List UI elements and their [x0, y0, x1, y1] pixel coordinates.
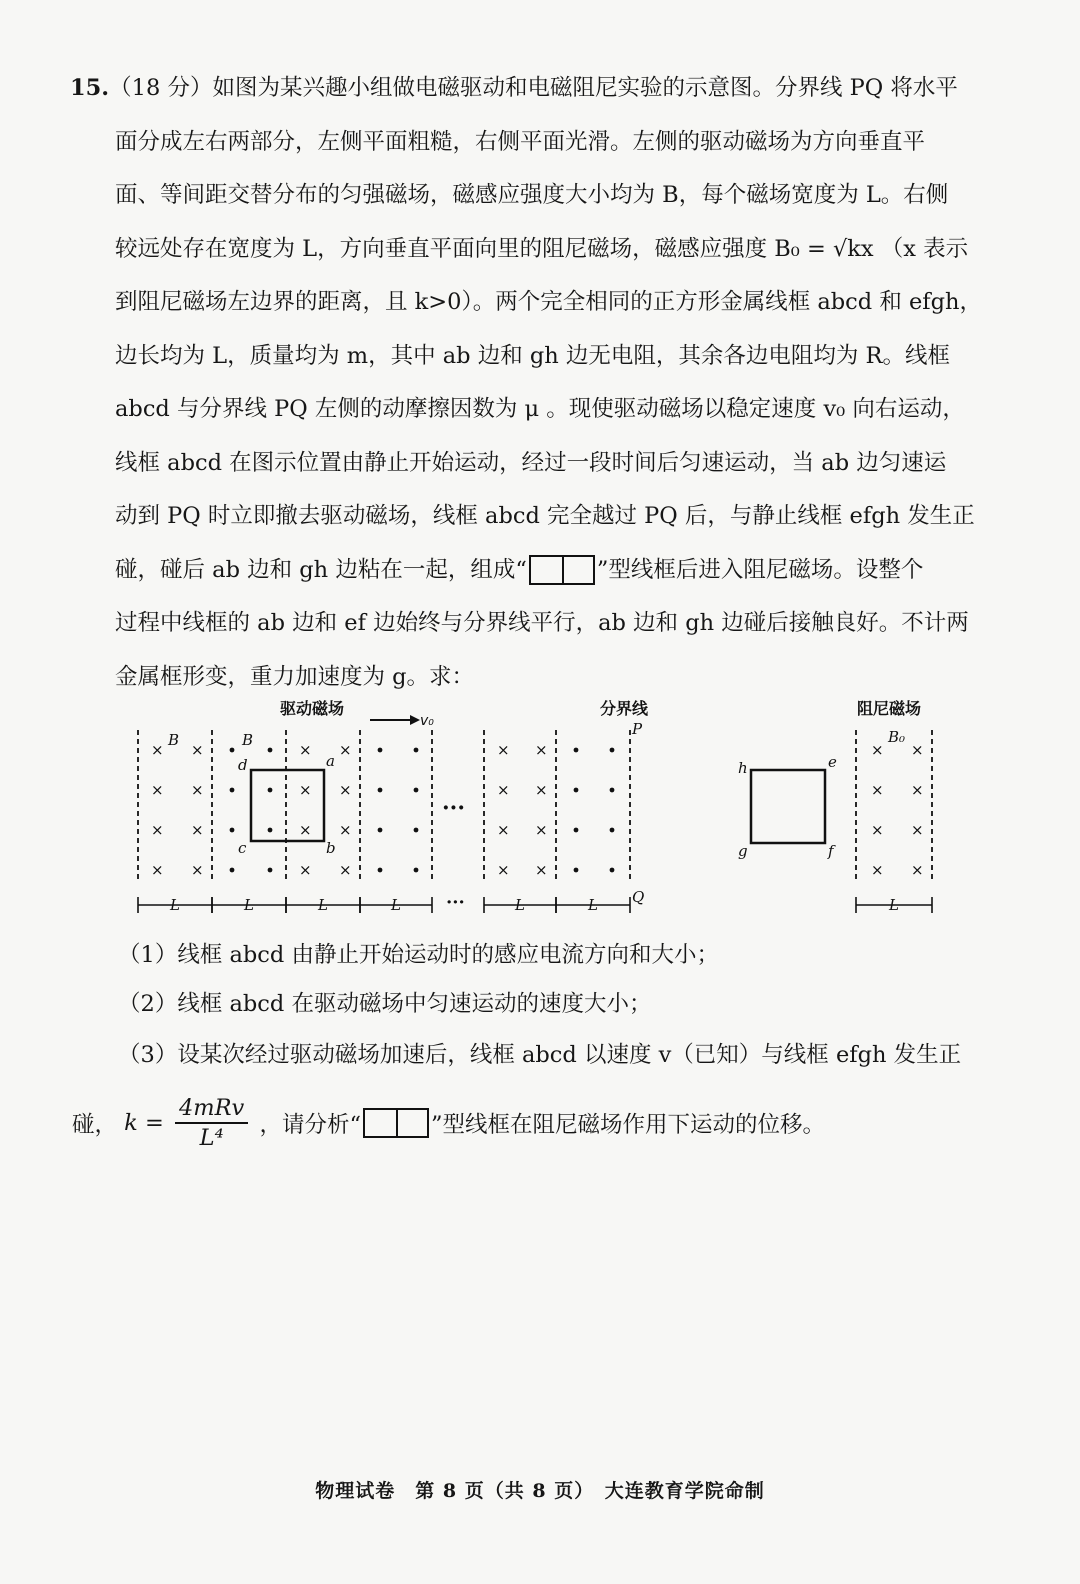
- field-out-symbol: [610, 788, 615, 793]
- frame-abcd: [251, 770, 324, 841]
- field-into-symbol: ×: [535, 781, 548, 799]
- question-line-10: [70, 544, 1000, 598]
- corner-c: c: [238, 839, 247, 857]
- question-line-11: 过程中线框的 ab 边和 ef 边始终与分界线平行，ab 边和 gh 边碰后接触良好。不计两: [115, 610, 969, 636]
- field-out-symbol: [230, 868, 235, 873]
- corner-b: b: [326, 839, 336, 857]
- dimension-label: L: [170, 896, 180, 914]
- frame-efgh: [751, 770, 825, 843]
- damping-field-label: 阻尼磁场: [857, 699, 922, 718]
- field-into-symbol: ×: [871, 741, 884, 759]
- question-line-1: 如图为某兴趣小组做电磁驱动和电磁阻尼实验的示意图。分界线 PQ 将水平: [212, 75, 958, 101]
- field-label-b-1: B: [168, 731, 180, 749]
- subquestion-1: （1）线框 abcd 由静止开始运动时的感应电流方向和大小；: [118, 942, 719, 968]
- field-into-symbol: ×: [497, 781, 510, 799]
- field-out-symbol: [414, 748, 419, 753]
- corner-h: h: [738, 759, 748, 777]
- field-into-symbol: ×: [339, 741, 352, 759]
- field-into-symbol: ×: [535, 861, 548, 879]
- ellipsis-bottom: ···: [446, 892, 465, 913]
- field-out-symbol: [574, 868, 579, 873]
- question-line-12: 金属框形变，重力加速度为 g。求：: [115, 663, 475, 690]
- field-into-symbol: ×: [151, 741, 164, 759]
- corner-e: e: [828, 753, 837, 771]
- field-out-symbol: [230, 748, 235, 753]
- question-line-6: 边长均为 L，质量均为 m，其中 ab 边和 gh 边无电阻，其余各边电阻均为 R。线框: [115, 342, 950, 369]
- drive-field-label: 驱动磁场: [280, 699, 345, 718]
- subquestion-2: （2）线框 abcd 在驱动磁场中匀速运动的速度大小；: [118, 991, 652, 1017]
- field-into-symbol: ×: [151, 781, 164, 799]
- field-into-symbol: ×: [535, 821, 548, 839]
- question-15: [70, 62, 1000, 704]
- field-out-symbol: [378, 828, 383, 833]
- field-out-symbol: [268, 748, 273, 753]
- field-out-symbol: [378, 788, 383, 793]
- corner-g: g: [738, 842, 748, 860]
- field-out-symbol: [574, 788, 579, 793]
- field-out-symbol: [414, 828, 419, 833]
- boundary-label: 分界线: [600, 699, 649, 718]
- question-line-8: 线框 abcd 在图示位置由静止开始运动，经过一段时间后匀速运动，当 ab 边匀速运: [115, 449, 947, 476]
- q3-mid: ，请分析“: [259, 1112, 361, 1138]
- field-into-symbol: ×: [339, 821, 352, 839]
- k-fraction: [175, 1094, 248, 1152]
- field-into-symbol: ×: [911, 781, 924, 799]
- point-q-label: Q: [632, 888, 645, 906]
- field-into-symbol: ×: [911, 861, 924, 879]
- field-into-symbol: ×: [191, 741, 204, 759]
- field-into-symbol: ×: [299, 861, 312, 879]
- question-line-4: 较远处存在宽度为 L，方向垂直平面向里的阻尼磁场，磁感应强度 B₀ = √kx （x 表示: [115, 235, 969, 262]
- field-out-symbol: [574, 828, 579, 833]
- field-out-symbol: [268, 788, 273, 793]
- field-into-symbol: ×: [535, 741, 548, 759]
- question-line-3: 面、等间距交替分布的匀强磁场，磁感应强度大小均为 B，每个磁场宽度为 L。右侧: [115, 182, 949, 208]
- question-line-2: 面分成左右两部分，左侧平面粗糙，右侧平面光滑。左侧的驱动磁场为方向垂直平: [115, 128, 926, 155]
- field-out-symbol: [414, 788, 419, 793]
- question-line-7: abcd 与分界线 PQ 左侧的动摩擦因数为 μ 。现使驱动磁场以稳定速度 v₀ 向右运动，: [115, 396, 965, 422]
- field-into-symbol: ×: [191, 861, 204, 879]
- field-out-symbol: [230, 828, 235, 833]
- field-into-symbol: ×: [871, 821, 884, 839]
- question-number: 15.: [70, 75, 110, 101]
- field-into-symbol: ×: [497, 741, 510, 759]
- field-label-b-2: B: [242, 731, 254, 749]
- line-10-part-a: 碰，碰后 ab 边和 gh 边粘在一起，组成“: [115, 556, 527, 583]
- subquestion-3: （3）设某次经过驱动磁场加速后，线框 abcd 以速度 v（已知）与线框 efgh 发生正: [118, 1042, 962, 1068]
- dimension-label: L: [244, 896, 254, 914]
- dimension-label: L: [889, 896, 899, 914]
- field-out-symbol: [610, 868, 615, 873]
- velocity-label: v₀: [420, 713, 434, 729]
- field-into-symbol: ×: [871, 861, 884, 879]
- dimension-label: L: [391, 896, 401, 914]
- page-footer: 物理试卷 第 8 页（共 8 页） 大连教育学院命制: [315, 1480, 765, 1502]
- ellipsis-mid: ···: [442, 795, 465, 821]
- field-out-symbol: [610, 828, 615, 833]
- field-into-symbol: ×: [191, 781, 204, 799]
- field-into-symbol: ×: [911, 741, 924, 759]
- field-into-symbol: ×: [497, 821, 510, 839]
- magnetic-field-diagram: [120, 690, 950, 925]
- subquestion-3-continued: [72, 1094, 1002, 1154]
- corner-a: a: [326, 752, 335, 770]
- field-into-symbol: ×: [871, 781, 884, 799]
- field-into-symbol: ×: [299, 821, 312, 839]
- dimension-label: L: [588, 896, 598, 914]
- field-into-symbol: ×: [191, 821, 204, 839]
- field-out-symbol: [378, 748, 383, 753]
- double-frame-symbol: [529, 555, 595, 585]
- field-out-symbol: [610, 748, 615, 753]
- q3-post: ”型线框在阻尼磁场作用下运动的位移。: [430, 1112, 825, 1138]
- field-into-symbol: ×: [299, 741, 312, 759]
- point-p-label: P: [632, 720, 643, 738]
- question-line-5: 到阻尼磁场左边界的距离，且 k>0）。两个完全相同的正方形金属线框 abcd 和 efgh，: [115, 289, 983, 315]
- field-into-symbol: ×: [911, 821, 924, 839]
- corner-f: f: [828, 842, 834, 860]
- q3-k-eq: k =: [124, 1110, 164, 1136]
- field-into-symbol: ×: [151, 861, 164, 879]
- field-out-symbol: [268, 828, 273, 833]
- line-10-part-b: ”型线框后进入阻尼磁场。设整个: [596, 556, 924, 583]
- field-into-symbol: ×: [497, 861, 510, 879]
- damping-field-b0-label: B₀: [888, 728, 906, 746]
- question-score: （18 分）: [109, 75, 213, 101]
- k-numerator: 4mRv: [175, 1094, 248, 1124]
- field-into-symbol: ×: [339, 781, 352, 799]
- q3-pre: 碰，: [72, 1112, 118, 1138]
- field-out-symbol: [268, 868, 273, 873]
- field-into-symbol: ×: [339, 861, 352, 879]
- dimension-label: L: [318, 896, 328, 914]
- dimension-label: L: [515, 896, 525, 914]
- field-out-symbol: [378, 868, 383, 873]
- field-out-symbol: [414, 868, 419, 873]
- field-into-symbol: ×: [299, 781, 312, 799]
- field-out-symbol: [574, 748, 579, 753]
- field-into-symbol: ×: [151, 821, 164, 839]
- question-line-9: 动到 PQ 时立即撤去驱动磁场，线框 abcd 完全越过 PQ 后，与静止线框 efgh 发生正: [115, 503, 975, 529]
- k-denominator: L⁴: [199, 1125, 224, 1151]
- double-frame-symbol-2: [363, 1108, 429, 1138]
- field-out-symbol: [230, 788, 235, 793]
- corner-d: d: [238, 756, 248, 774]
